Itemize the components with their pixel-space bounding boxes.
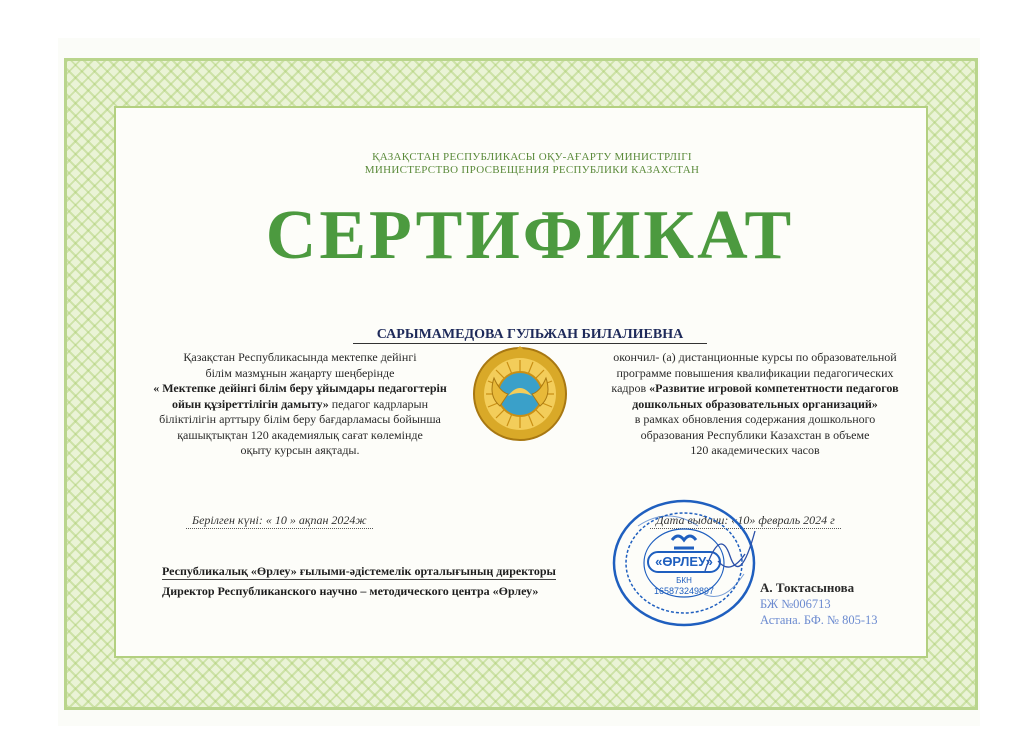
right-description: [590, 350, 920, 459]
right-line: программе повышения квалификации педагогических: [616, 365, 894, 380]
signer-block: [760, 580, 878, 628]
certificate-title: СЕРТИФИКАТ: [265, 197, 795, 274]
ministry-ru: МИНИСТЕРСТВО ПРОСВЕЩЕНИЯ РЕСПУБЛИКИ КАЗАХСТАН: [364, 164, 700, 176]
right-line: 120 академических часов: [690, 443, 820, 457]
signer-reg-number: БЖ №006713: [760, 597, 831, 611]
left-line: педагог кадрларын: [328, 396, 429, 411]
left-line: Қазақстан Республикасында мектепке дейінгі: [183, 350, 417, 364]
recipient-name-text: САРЫМАМЕДОВА ГУЛЬЖАН БИЛАЛИЕВНА: [353, 327, 707, 344]
director-title-kz: Республикалық «Өрлеу» ғылыми-әдістемелік орталығының директоры: [162, 564, 556, 578]
issue-date-kz-text: Берілген күні: « 10 » ақпан 2024ж: [186, 513, 373, 529]
stamp-bkn-label: БКН: [676, 576, 692, 585]
director-title-ru: Директор Республиканского научно – методического центра «Өрлеу»: [162, 584, 539, 598]
signer-name: А. Токтасынова: [760, 580, 855, 595]
official-stamp: [608, 496, 760, 630]
right-line: в рамках обновления содержания дошкольного: [634, 412, 876, 426]
left-line: оқыту курсын аяқтады.: [240, 443, 360, 457]
left-line-bold: « Мектепке дейінгі білім беру ұйымдары педагогтерін: [153, 381, 447, 395]
issue-date-kz: [186, 513, 373, 528]
ministry-kz: ҚАЗАҚСТАН РЕСПУБЛИКАСЫ ОҚУ-АҒАРТУ МИНИСТРЛІГІ: [372, 151, 692, 163]
issue-date-ru-text: Дата выдачи: «10» февраль 2024 г: [650, 513, 841, 529]
signature-icon: [700, 516, 760, 586]
right-line: окончил- (а) дистанционные курсы по образовательной: [613, 350, 897, 364]
director-title: [162, 563, 612, 599]
right-line-bold: «Развитие игровой компетентности педагогов: [649, 381, 899, 395]
left-line: қашықтықтан 120 академиялық сағат көлемінде: [177, 427, 423, 442]
stamp-bkn-number: 165873249897: [653, 586, 715, 596]
left-line-bold: ойын құзіреттілігін дамыту»: [171, 396, 329, 411]
left-line: біліктілігін арттыру білім беру бағдарламасы бойынша: [159, 412, 441, 426]
recipient-name: [0, 327, 1024, 343]
right-line-bold: дошкольных образовательных организаций»: [632, 396, 878, 411]
stamp-label: «ӨРЛЕУ»: [655, 554, 713, 569]
left-description: [120, 350, 480, 459]
right-line: образования Республики Казахстан в объеме: [640, 427, 870, 442]
signer-branch: Астана. БФ. № 805-13: [760, 613, 878, 627]
right-line: кадров: [611, 381, 650, 395]
kazakhstan-state-emblem-icon: [470, 344, 570, 444]
left-line: білім мазмұнын жаңарту шеңберінде: [205, 365, 395, 380]
